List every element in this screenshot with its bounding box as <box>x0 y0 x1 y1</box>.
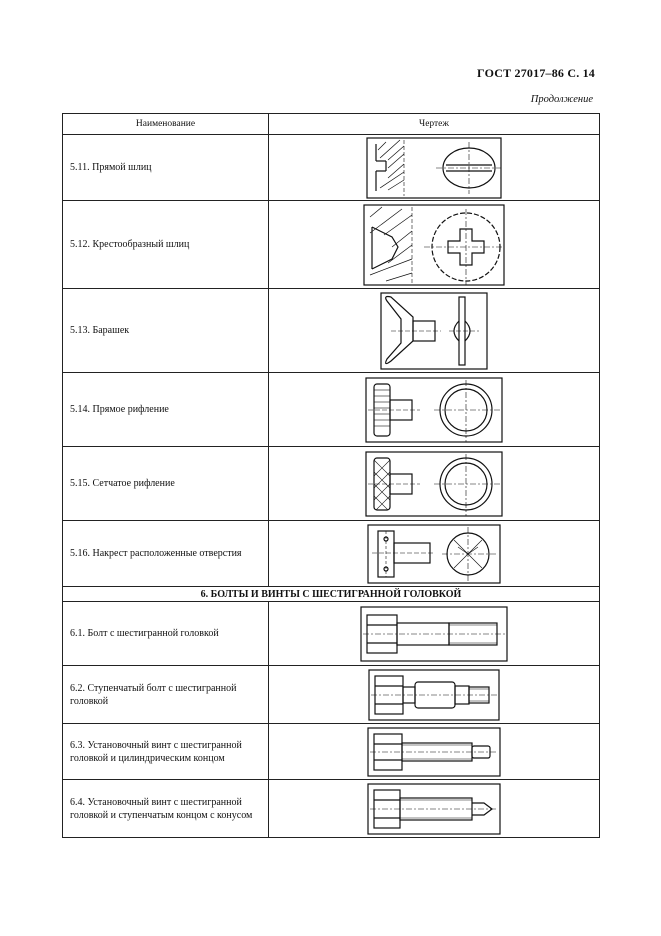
column-header-name: Наименование <box>63 114 269 135</box>
table-row <box>63 780 600 838</box>
row-label: 5.14. Прямое рифление <box>63 373 269 447</box>
table-row <box>63 201 600 289</box>
table-row <box>63 135 600 201</box>
wing-nut-drawing <box>379 291 489 371</box>
set-screw-cylindrical-drawing <box>366 726 502 778</box>
diamond-knurl-drawing <box>364 450 504 518</box>
table-row <box>63 289 600 373</box>
cross-holes-drawing <box>366 523 502 585</box>
table-row <box>63 666 600 724</box>
row-label: 5.15. Сетчатое рифление <box>63 447 269 521</box>
stepped-hex-bolt-drawing <box>367 668 501 722</box>
row-label: 6.2. Ступенчатый болт с шестигранной головкой <box>63 666 269 724</box>
row-label: 5.11. Прямой шлиц <box>63 135 269 201</box>
column-header-drawing: Чертеж <box>269 114 600 135</box>
row-label: 6.3. Установочный винт с шестигранной головкой и цилиндрическим концом <box>63 724 269 780</box>
table-header-row <box>63 114 600 135</box>
table-row <box>63 447 600 521</box>
hex-bolt-drawing <box>359 605 509 663</box>
row-label: 5.13. Барашек <box>63 289 269 373</box>
section-title: 6. БОЛТЫ И ВИНТЫ С ШЕСТИГРАННОЙ ГОЛОВКОЙ <box>63 587 600 602</box>
table-row <box>63 602 600 666</box>
straight-knurl-drawing <box>364 376 504 444</box>
section-heading-row <box>63 587 600 602</box>
row-label: 6.1. Болт с шестигранной головкой <box>63 602 269 666</box>
document-reference: ГОСТ 27017–86 С. 14 <box>477 66 595 80</box>
table-row <box>63 521 600 587</box>
table-row <box>63 724 600 780</box>
table-row <box>63 373 600 447</box>
set-screw-stepped-cone-drawing <box>366 782 502 836</box>
drawings-table <box>62 113 600 838</box>
cross-slot-drawing <box>362 203 506 287</box>
row-label: 5.16. Накрест расположенные отверстия <box>63 521 269 587</box>
row-label: 5.12. Крестообразный шлиц <box>63 201 269 289</box>
continuation-label: Продолжение <box>530 94 593 105</box>
row-label: 6.4. Установочный винт с шестигранной головкой и ступенчатым концом с конусом <box>63 780 269 838</box>
straight-slot-drawing <box>364 136 504 200</box>
